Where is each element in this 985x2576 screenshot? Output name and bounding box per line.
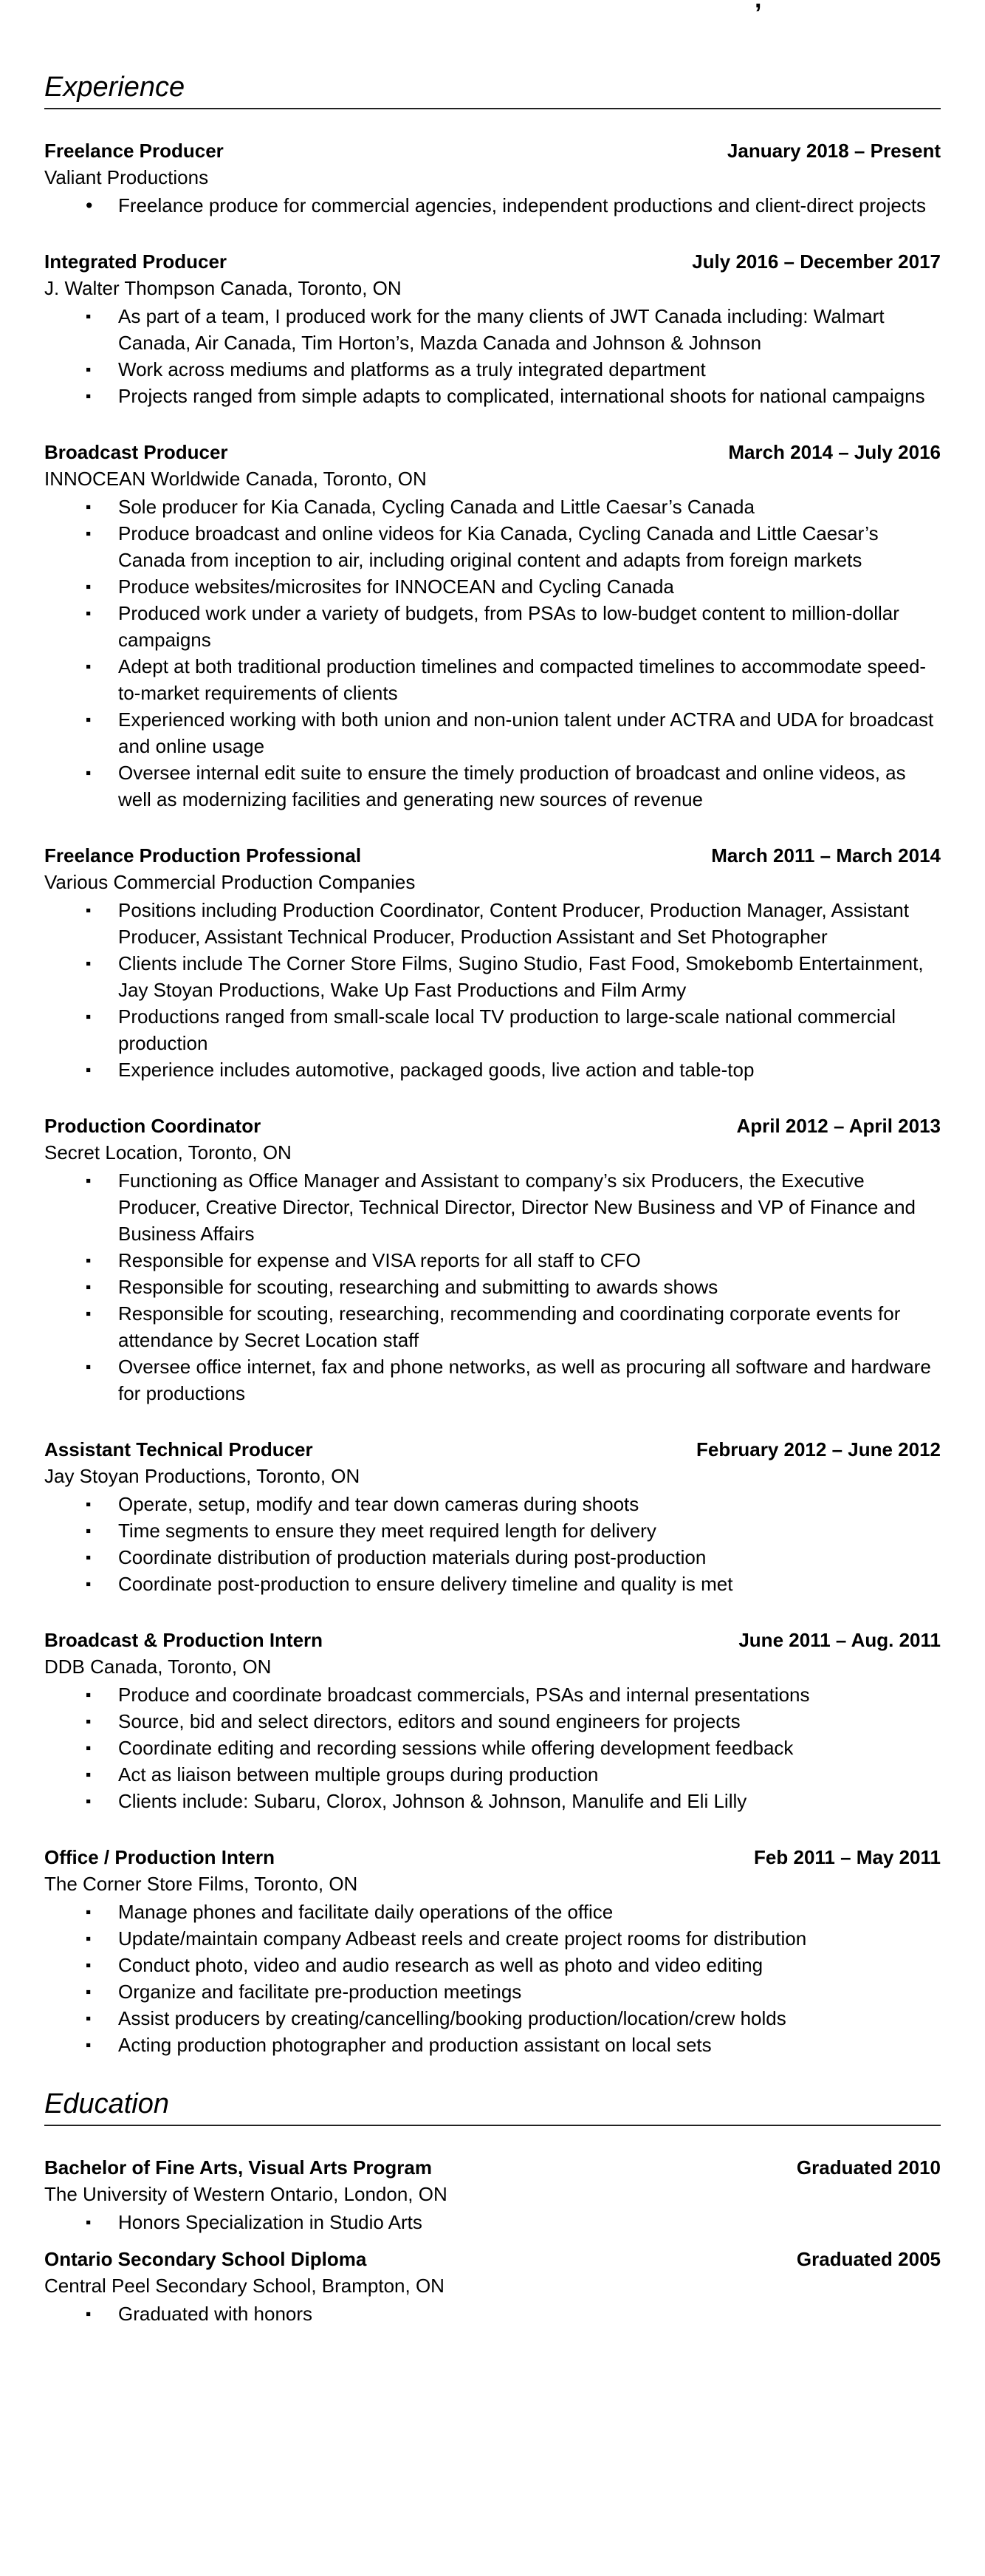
cropped-text-fragment xyxy=(755,0,761,12)
entry-header xyxy=(44,2154,941,2181)
entry-title: Production Coordinator xyxy=(44,1115,261,1137)
bullet-list xyxy=(44,2300,941,2327)
bullet-item: ▪ Projects ranged from simple adapts to complicated, international shoots for national campaigns xyxy=(44,383,941,409)
bullet-item: ▪ Responsible for scouting, researching, recommending and coordinating corporate events for attendance by Secret Location staff xyxy=(44,1300,941,1353)
resume-entry xyxy=(44,1844,941,2058)
section-heading: Education xyxy=(44,2088,941,2126)
resume-sections xyxy=(44,71,941,2327)
bullet-item: ▪ Oversee office internet, fax and phone networks, as well as procuring all software and hardware for productions xyxy=(44,1353,941,1407)
resume-entry xyxy=(44,137,941,219)
bullet-item: ▪ Act as liaison between multiple groups during production xyxy=(44,1761,941,1788)
entry-date-range: June 2011 – Aug. 2011 xyxy=(738,1629,941,1651)
entry-company: INNOCEAN Worldwide Canada, Toronto, ON xyxy=(44,468,427,490)
entry-date-range: January 2018 – Present xyxy=(727,140,941,162)
bullet-list xyxy=(44,493,941,813)
entry-title: Assistant Technical Producer xyxy=(44,1438,313,1460)
bullet-item: ▪ Update/maintain company Adbeast reels and create project rooms for distribution xyxy=(44,1925,941,1952)
entry-date-range: March 2014 – July 2016 xyxy=(728,441,941,463)
entry-company: J. Walter Thompson Canada, Toronto, ON xyxy=(44,277,402,299)
bullet-item: ▪ Coordinate distribution of production materials during post-production xyxy=(44,1544,941,1571)
entry-title: Freelance Production Professional xyxy=(44,844,362,867)
bullet-item: ▪ Assist producers by creating/cancelling/booking production/location/crew holds xyxy=(44,2005,941,2032)
entry-header xyxy=(44,1844,941,1870)
bullet-item: ▪ Functioning as Office Manager and Assistant to company’s six Producers, the Executive Producer, Creative Director, Technical Director, Director New Business and VP of Finance and Business Affairs xyxy=(44,1167,941,1247)
entry-header xyxy=(44,1436,941,1463)
entry-date-range: Feb 2011 – May 2011 xyxy=(754,1846,941,1868)
bullet-item: ▪ Experience includes automotive, packaged goods, live action and table-top xyxy=(44,1056,941,1083)
bullet-item: ▪ Organize and facilitate pre-production meetings xyxy=(44,1978,941,2005)
entry-header xyxy=(44,137,941,164)
bullet-item: ▪ Coordinate post-production to ensure delivery timeline and quality is met xyxy=(44,1571,941,1597)
bullet-item: ▪ Responsible for scouting, researching and submitting to awards shows xyxy=(44,1274,941,1300)
entry-date-range: February 2012 – June 2012 xyxy=(696,1438,941,1460)
entry-date-range: Graduated 2005 xyxy=(796,2248,941,2270)
bullet-item: ▪ Sole producer for Kia Canada, Cycling Canada and Little Caesar’s Canada xyxy=(44,493,941,520)
entry-company: Jay Stoyan Productions, Toronto, ON xyxy=(44,1465,360,1487)
entry-title: Bachelor of Fine Arts, Visual Arts Program xyxy=(44,2156,432,2179)
bullet-item: ▪ Manage phones and facilitate daily operations of the office xyxy=(44,1899,941,1925)
entry-date-range: July 2016 – December 2017 xyxy=(692,250,941,273)
entry-company: DDB Canada, Toronto, ON xyxy=(44,1656,272,1678)
section-heading: Experience xyxy=(44,71,941,109)
bullet-item: ▪ Coordinate editing and recording sessions while offering development feedback xyxy=(44,1735,941,1761)
entry-title: Ontario Secondary School Diploma xyxy=(44,2248,367,2270)
bullet-item: ▪ Source, bid and select directors, editors and sound engineers for projects xyxy=(44,1708,941,1735)
entry-company: The University of Western Ontario, London, ON xyxy=(44,2183,447,2205)
entry-company: Secret Location, Toronto, ON xyxy=(44,1141,292,1164)
entry-header xyxy=(44,248,941,275)
bullet-item: ▪ Positions including Production Coordinator, Content Producer, Production Manager, Assistant Producer, Assistant Technical Producer, Production Assistant and Set Photographer xyxy=(44,897,941,950)
bullet-list xyxy=(44,1681,941,1814)
entry-header xyxy=(44,2246,941,2272)
bullet-list xyxy=(44,1167,941,1407)
bullet-item: ▪ Clients include: Subaru, Clorox, Johnson & Johnson, Manulife and Eli Lilly xyxy=(44,1788,941,1814)
resume-entry xyxy=(44,1627,941,1814)
bullet-item: ▪ Conduct photo, video and audio research as well as photo and video editing xyxy=(44,1952,941,1978)
entry-header xyxy=(44,1627,941,1653)
entry-title: Broadcast & Production Intern xyxy=(44,1629,323,1651)
resume-entry xyxy=(44,842,941,1083)
bullet-item: ▪ Graduated with honors xyxy=(44,2300,941,2327)
bullet-item: ▪ Work across mediums and platforms as a truly integrated department xyxy=(44,356,941,383)
bullet-item: ▪ Operate, setup, modify and tear down cameras during shoots xyxy=(44,1491,941,1517)
bullet-list xyxy=(44,303,941,409)
resume-entry xyxy=(44,1436,941,1597)
bullet-item: ▪ Acting production photographer and production assistant on local sets xyxy=(44,2032,941,2058)
resume-entry xyxy=(44,248,941,409)
bullet-list xyxy=(44,2209,941,2235)
bullet-item: ▪ Produce websites/microsites for INNOCEAN and Cycling Canada xyxy=(44,573,941,600)
bullet-list xyxy=(44,897,941,1083)
bullet-item: ▪ Produce and coordinate broadcast commercials, PSAs and internal presentations xyxy=(44,1681,941,1708)
entry-company: The Corner Store Films, Toronto, ON xyxy=(44,1873,358,1895)
entry-header xyxy=(44,1113,941,1139)
entry-title: Freelance Producer xyxy=(44,140,224,162)
entry-date-range: March 2011 – March 2014 xyxy=(711,844,941,867)
entry-company: Valiant Productions xyxy=(44,166,209,188)
entry-title: Office / Production Intern xyxy=(44,1846,275,1868)
entry-header xyxy=(44,842,941,869)
resume-entry xyxy=(44,2246,941,2327)
bullet-item: ▪ Adept at both traditional production timelines and compacted timelines to accommodate speed-to-market requirements of clients xyxy=(44,653,941,706)
bullet-item: ▪ Produced work under a variety of budgets, from PSAs to low-budget content to million-dollar campaigns xyxy=(44,600,941,653)
resume-entry xyxy=(44,1113,941,1407)
bullet-item: ▪ Responsible for expense and VISA reports for all staff to CFO xyxy=(44,1247,941,1274)
bullet-list xyxy=(44,1899,941,2058)
entry-title: Integrated Producer xyxy=(44,250,227,273)
entry-header xyxy=(44,439,941,465)
entry-company: Various Commercial Production Companies xyxy=(44,871,416,893)
bullet-item: ▪ Productions ranged from small-scale local TV production to large-scale national commercial production xyxy=(44,1003,941,1056)
resume-entry xyxy=(44,2154,941,2235)
bullet-list xyxy=(44,192,941,219)
section-0 xyxy=(44,71,941,2058)
bullet-item: ▪ Honors Specialization in Studio Arts xyxy=(44,2209,941,2235)
section-1 xyxy=(44,2088,941,2327)
entry-date-range: Graduated 2010 xyxy=(796,2156,941,2179)
entry-company: Central Peel Secondary School, Brampton, ON xyxy=(44,2275,445,2297)
entry-date-range: April 2012 – April 2013 xyxy=(736,1115,941,1137)
bullet-item: • Freelance produce for commercial agencies, independent productions and client-direct projects xyxy=(44,192,941,219)
bullet-item: ▪ Produce broadcast and online videos for Kia Canada, Cycling Canada and Little Caesar’s Canada from inception to air, including original content and adapts from foreign markets xyxy=(44,520,941,573)
bullet-item: ▪ Oversee internal edit suite to ensure the timely production of broadcast and online videos, as well as modernizing facilities and generating new sources of revenue xyxy=(44,759,941,813)
resume-entry xyxy=(44,439,941,813)
bullet-item: ▪ Time segments to ensure they meet required length for delivery xyxy=(44,1517,941,1544)
bullet-item: ▪ As part of a team, I produced work for the many clients of JWT Canada including: Walmart Canada, Air Canada, Tim Horton’s, Mazda Canada and Johnson & Johnson xyxy=(44,303,941,356)
bullet-item: ▪ Clients include The Corner Store Films, Sugino Studio, Fast Food, Smokebomb Entertainment, Jay Stoyan Productions, Wake Up Fast Productions and Film Army xyxy=(44,950,941,1003)
entry-title: Broadcast Producer xyxy=(44,441,228,463)
bullet-list xyxy=(44,1491,941,1597)
bullet-item: ▪ Experienced working with both union and non-union talent under ACTRA and UDA for broadcast and online usage xyxy=(44,706,941,759)
